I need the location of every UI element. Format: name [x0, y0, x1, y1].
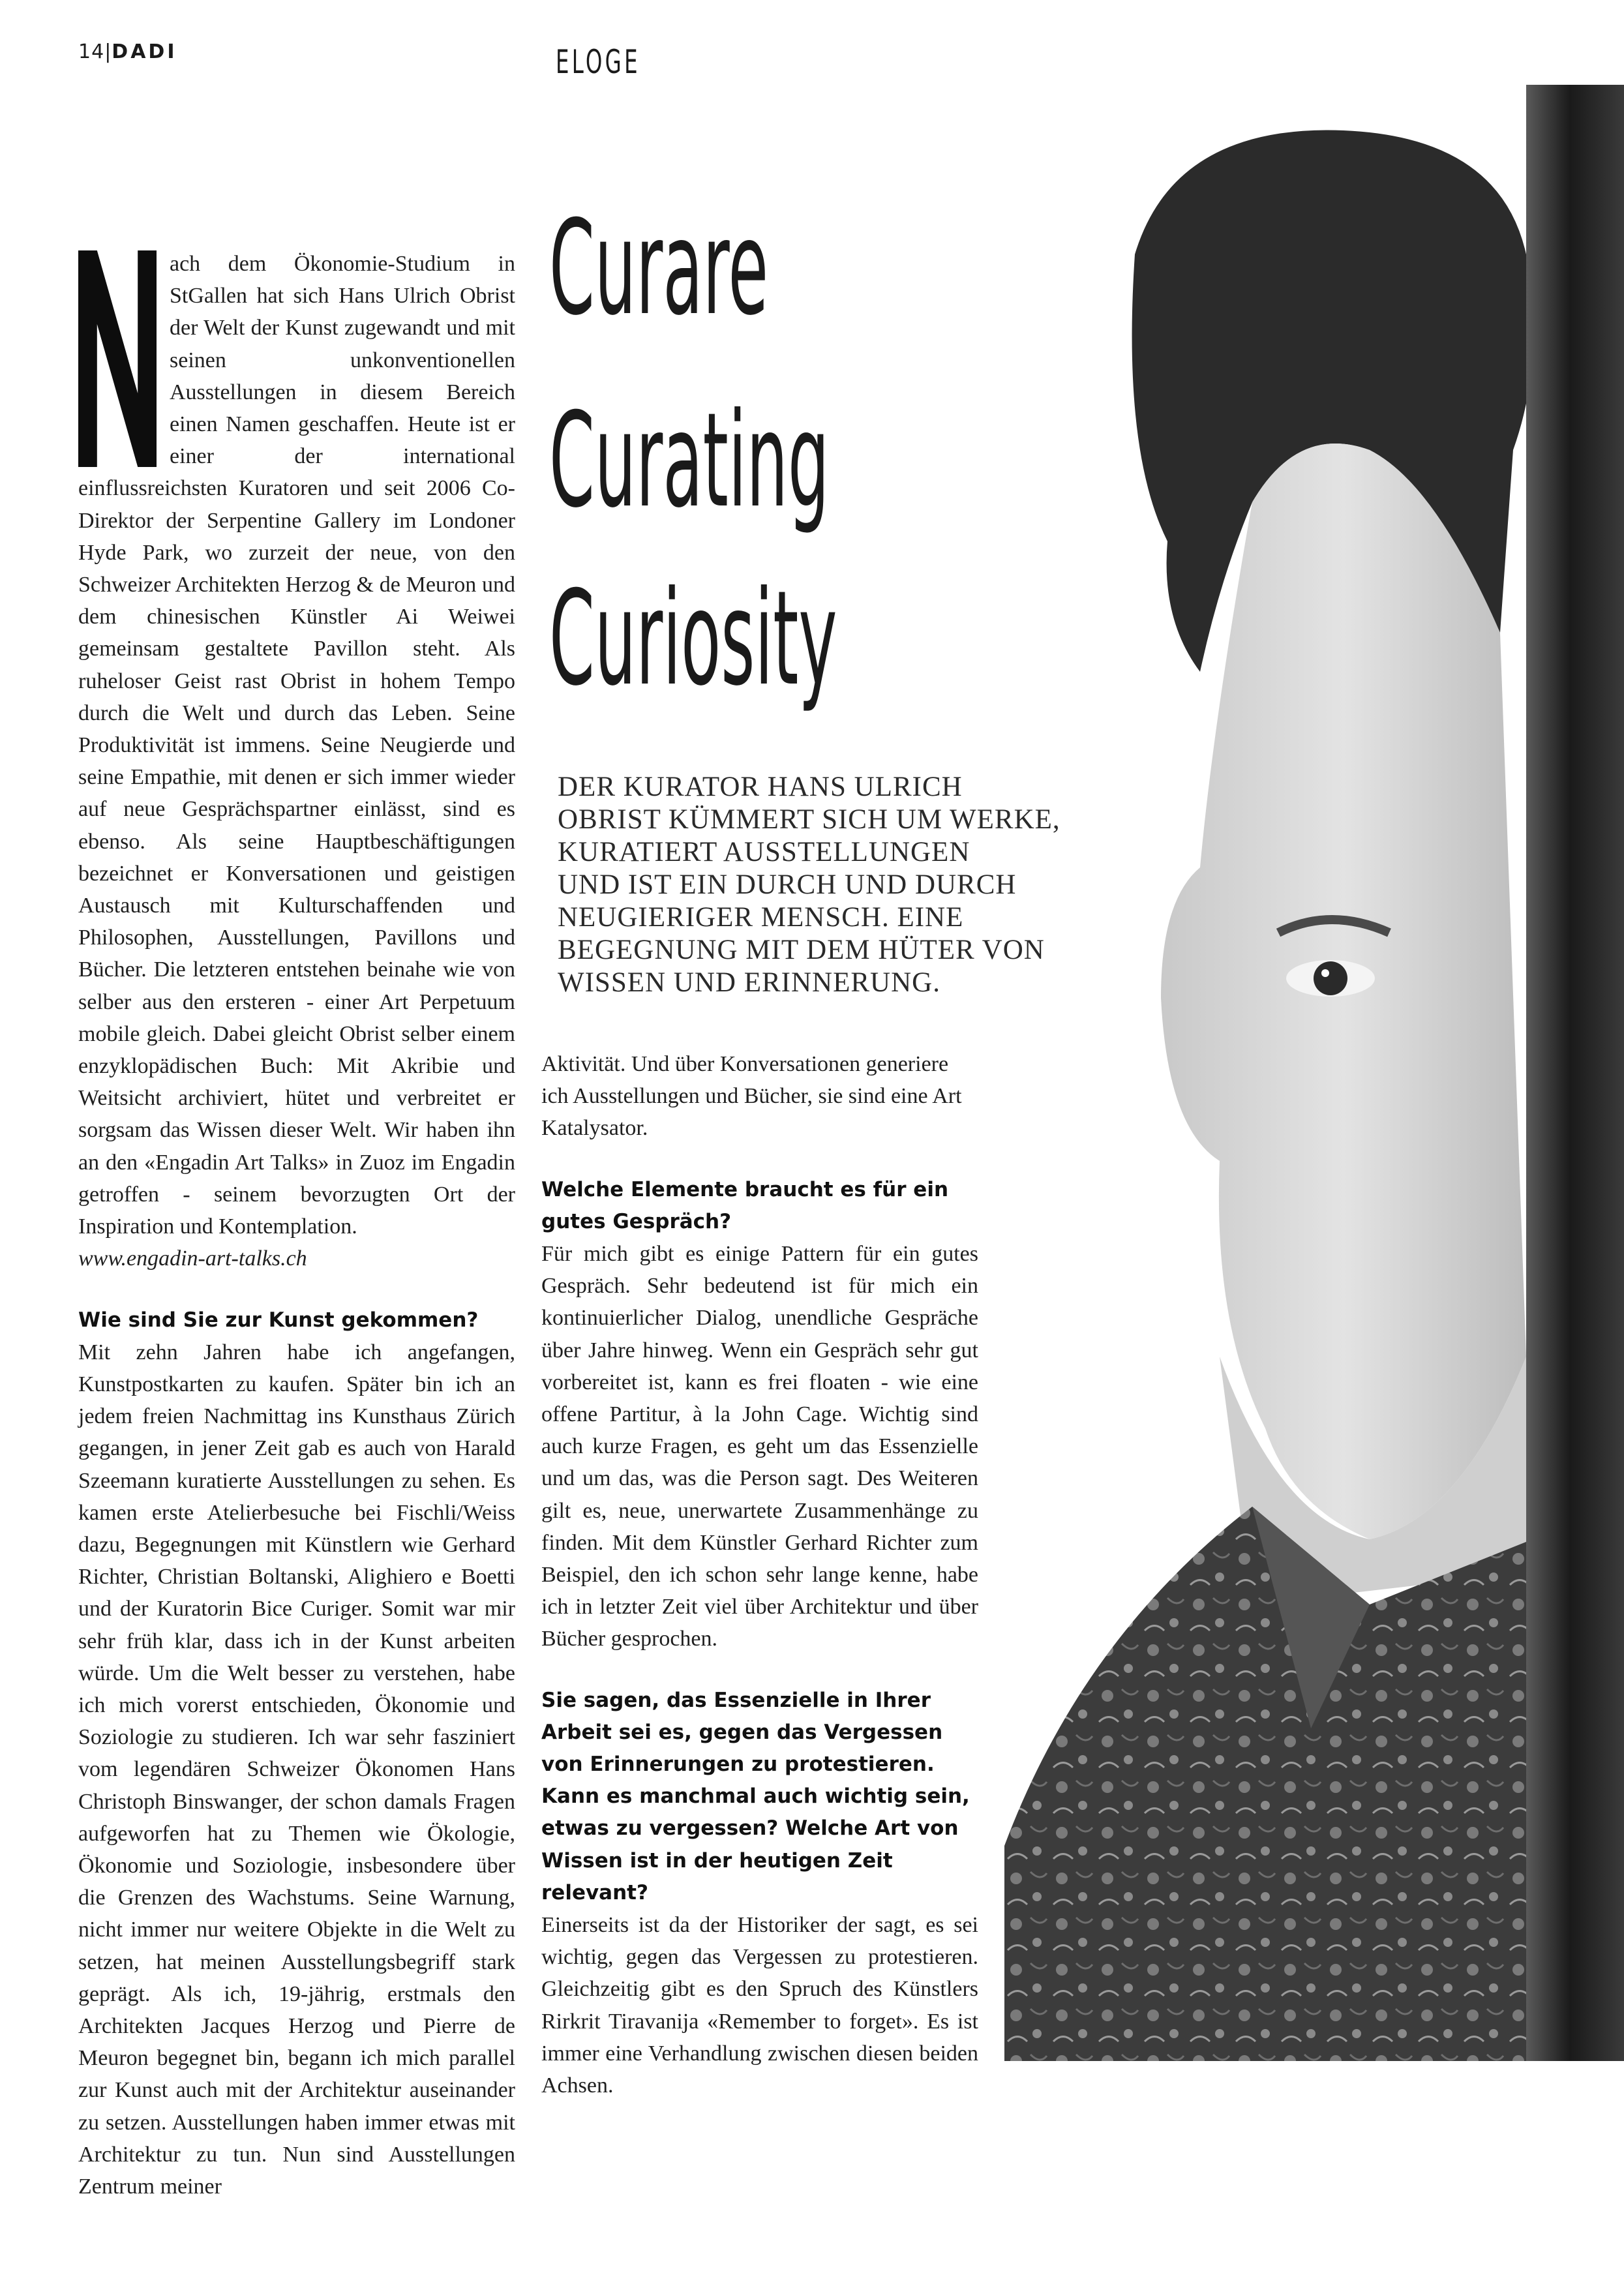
- title-line-3: Curiosity: [549, 563, 837, 715]
- portrait-photo: [1004, 85, 1624, 2061]
- title-line-1: Curare: [549, 192, 769, 344]
- website-link[interactable]: www.engadin-art-talks.ch: [78, 1246, 307, 1271]
- article-column-left: [78, 248, 515, 2203]
- lead-paragraph: [558, 771, 1060, 999]
- answer-1-continued: Aktivität. Und über Konversationen generiere ich Ausstellungen und Bücher, sie sind eine Art Katalysator.: [541, 1052, 962, 1141]
- intro-paragraph: ach dem Ökonomie-Studium in StGallen hat sich Hans Ulrich Obrist der Welt der Kunst zugewandt und mit seinen unkonventionellen Ausstellungen in diesem Bereich einen Namen geschaffen. Heute ist er einer der international einflussreichsten Kuratoren und seit 2006 Co-Direktor der Serpentine Gallery im Londoner Hyde Park, wo zurzeit der neue, von den Schweizer Architekten Herzog & de Meuron und dem chinesischen Künstler Ai Weiwei gemeinsam gestaltete Pavillon steht. Als ruheloser Geist rast Obrist in hohem Tempo durch die Welt und durch das Leben. Seine Produktivität ist immens. Seine Neugierde und seine Empathie, mit denen er sich immer wieder auf neue Gesprächspartner einlässt, sind es ebenso. Als seine Hauptbeschäftigungen bezeichnet er Konversationen und geistigen Austausch mit Kulturschaffenden und Philosophen, Ausstellungen, Pavillons und Bücher. Die letzteren entstehen beinahe wie von selber aus den ersteren - einer Art Perpetuum mobile gleich. Dabei gleicht Obrist selber einem enzyklopädischen Buch: Mit Akribie und Weitsicht archiviert, hütet und verbreitet er sorgsam das Wissen dieser Welt. Wir haben ihn an den «Engadin Art Talks» in Zuoz im Engadin getroffen - seinem bevorzugten Ort der Inspiration und Kontemplation.: [78, 252, 515, 1239]
- title-line-2: Curating: [549, 385, 830, 537]
- lead-line: WISSEN UND ERINNERUNG.: [558, 967, 940, 998]
- page-number-value: 14: [78, 40, 105, 63]
- magazine-name: DADI: [112, 40, 177, 63]
- header-separator: |: [104, 40, 112, 63]
- answer-2: Für mich gibt es einige Pattern für ein gutes Gespräch. Sehr bedeutend ist für mich ein kontinuierlicher Dialog, unendliche Gespräche über Jahre hinweg. Wenn ein Gespräch sehr gut vorbereitet ist, kann es frei floaten - wie eine offene Partitur, à la John Cage. Wichtig sind auch kurze Fragen, es geht um das Essenzielle und um das, was die Person sagt. Des Weiteren gilt es, neue, unerwartete Zusammenhänge zu finden. Mit dem Künstler Gerhard Richter zum Beispiel, den ich schon sehr lange kenne, habe ich in letzter Zeit viel über Architektur und über Bücher gesprochen.: [541, 1242, 978, 1651]
- lead-line: DER KURATOR HANS ULRICH: [558, 772, 963, 802]
- question-3: Sie sagen, das Essenzielle in Ihrer Arbeit sei es, gegen das Vergessen von Erinnerungen zu protestieren. Kann es manchmal auch wichtig sein, etwas zu vergessen? Welche Art von Wissen ist in der heutigen Zeit relevant?: [541, 1688, 970, 1904]
- answer-1: Mit zehn Jahren habe ich angefangen, Kunstpostkarten zu kaufen. Später bin ich an jedem freien Nachmittag ins Kunsthaus Zürich gegangen, in jener Zeit gab es auch von Harald Szeemann kuratierte Ausstellungen zu sehen. Es kamen erste Atelierbesuche bei Fischli/Weiss dazu, Begegnungen mit Künstlern wie Gerhard Richter, Christian Boltanski, Alighiero e Boetti und der Kuratorin Bice Curiger. Somit war mir sehr früh klar, dass ich in der Kunst arbeiten würde. Um die Welt besser zu verstehen, habe ich mich vorerst entschieden, Ökonomie und Soziologie zu studieren. Ich war sehr fasziniert vom legendären Schweizer Ökonomen Hans Christoph Binswanger, der schon damals Fragen aufgeworfen hat zu Themen wie Ökologie, Ökonomie und Soziologie, insbesondere über die Grenzen des Wachstums. Seine Warnung, nicht immer nur weitere Objekte in die Welt zu setzen, hat meinen Ausstellungsbegriff stark geprägt. Als ich, 19-jährig, erstmals den Architekten Jacques Herzog und Pierre de Meuron begegnet bin, begann ich mich parallel zur Kunst auch mit der Architektur auseinander zu setzen. Ausstellungen haben immer etwas mit Architektur zu tun. Nun sind Ausstellungen Zentrum meiner: [78, 1340, 515, 2199]
- section-label: ELOGE: [556, 43, 640, 81]
- lead-line: OBRIST KÜMMERT SICH UM WERKE,: [558, 804, 1060, 835]
- answer-3: Einerseits ist da der Historiker der sagt, es sei wichtig, gegen das Vergessen zu protestieren. Gleichzeitig gibt es den Spruch des Künstlers Rirkrit Tiravanija «Remember to forget». Es ist immer eine Verhandlung zwischen diesen beiden Achsen.: [541, 1913, 978, 2098]
- lead-line: KURATIERT AUSSTELLUNGEN: [558, 837, 970, 867]
- lead-line: BEGEGNUNG MIT DEM HÜTER VON: [558, 935, 1045, 965]
- question-1: Wie sind Sie zur Kunst gekommen?: [78, 1308, 479, 1332]
- lead-line: NEUGIERIGER MENSCH. EINE: [558, 902, 964, 933]
- lead-line: UND IST EIN DURCH UND DURCH: [558, 869, 1017, 900]
- page-number: [78, 40, 177, 63]
- article-column-middle: [541, 1048, 978, 2101]
- question-2: Welche Elemente braucht es für ein gutes Gespräch?: [541, 1177, 949, 1233]
